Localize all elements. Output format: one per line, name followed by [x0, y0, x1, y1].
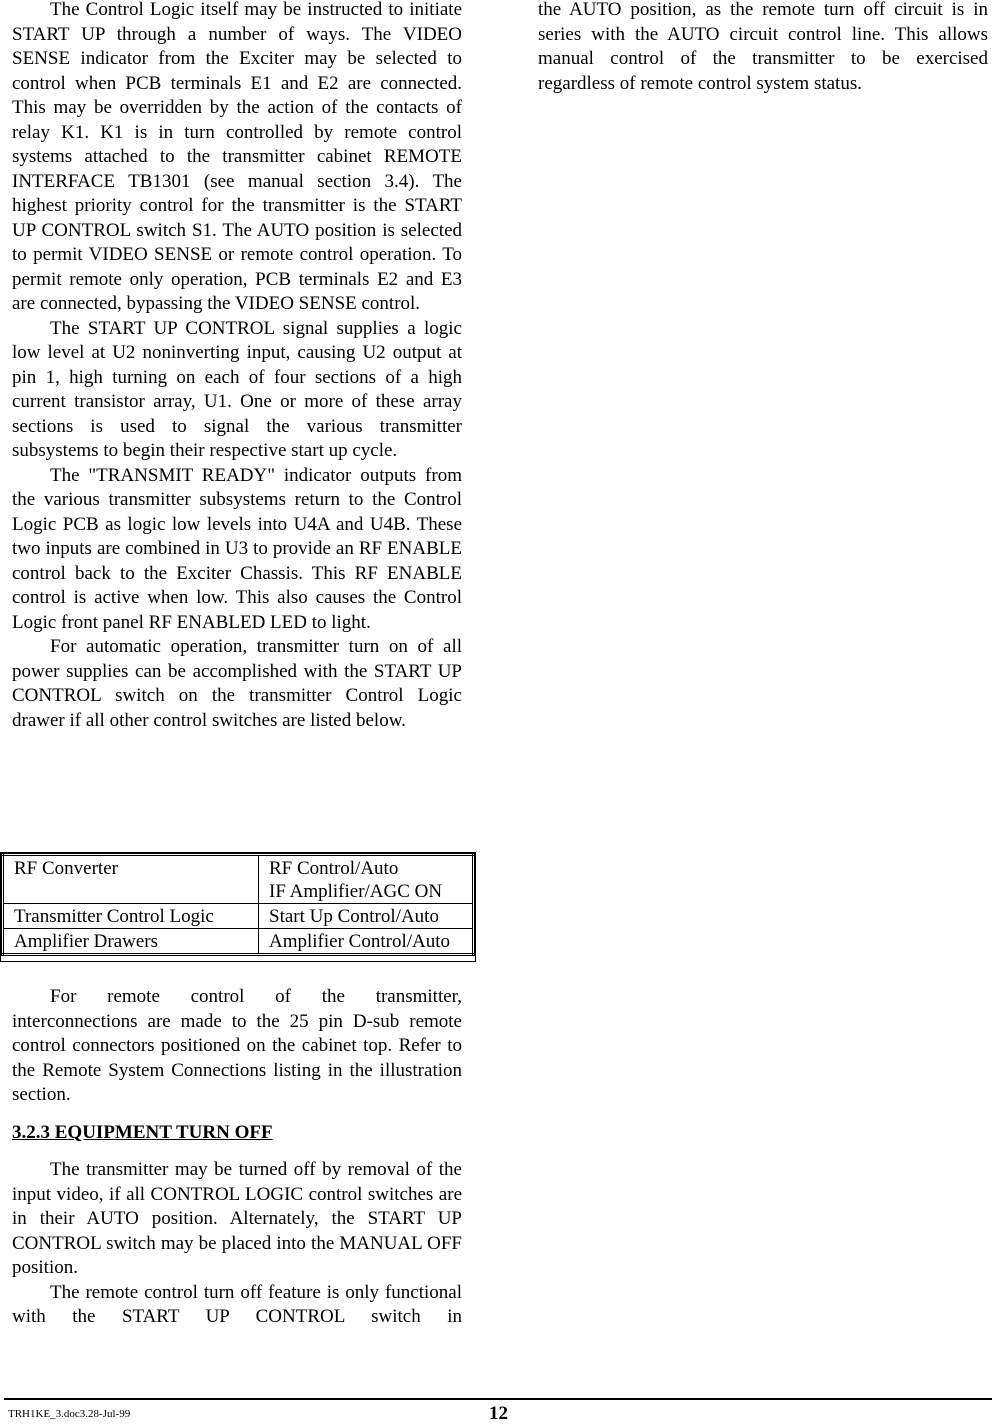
- paragraph-remote-turn-off: The remote control turn off feature is only functional with the START UP CONTROL switch in: [12, 1281, 462, 1327]
- table-cell-settings: [259, 855, 474, 904]
- table-cell-unit: Amplifier Drawers: [3, 929, 259, 955]
- paragraph-continued: the AUTO position, as the remote turn off circuit is in series with the AUTO circuit control line. This allows manual control of the transmitter to be exercised regardless of remote control system status.: [538, 0, 988, 94]
- paragraph-transmit-ready: The "TRANSMIT READY" indicator outputs from the various transmitter subsystems return to the Control Logic PCB as logic low levels into U4A and U4B. These two inputs are combined in U3 to provide an RF ENABLE control back to the Exciter Chassis. This RF ENABLE control is active when low. This also causes the Control Logic front panel RF ENABLED LED to light.: [12, 464, 462, 633]
- page-number: 12: [489, 1403, 508, 1424]
- footer-doc-id: TRH1KE_3.doc3.28-Jul-99: [8, 1408, 131, 1420]
- paragraph-control-logic: The Control Logic itself may be instructed to initiate START UP through a number of ways. The VIDEO SENSE indicator from the Exciter may be selected to control when PCB terminals E1 and E2 are connected. This may be overridden by the action of the contacts of relay K1. K1 is in turn controlled by remote control systems attached to the transmitter cabinet REMOTE INTERFACE TB1301 (see manual section 3.4). The highest priority control for the transmitter is the START UP CONTROL switch S1. The AUTO position is selected to permit VIDEO SENSE or remote control operation. To permit remote only operation, PCB terminals E2 and E3 are connected, bypassing the VIDEO SENSE control.: [12, 0, 462, 314]
- left-column-top: [12, 0, 462, 733]
- table-cell-settings: Amplifier Control/Auto: [259, 929, 474, 955]
- paragraph-automatic-operation: For automatic operation, transmitter turn on of all power supplies can be accomplished with the START UP CONTROL switch on the transmitter Control Logic drawer if all other control switches are listed below.: [12, 636, 462, 731]
- table-row: [3, 904, 474, 929]
- section-heading: 3.2.3 EQUIPMENT TURN OFF: [12, 1122, 273, 1143]
- table-cell-unit: RF Converter: [3, 855, 259, 904]
- paragraph-remote-control: For remote control of the transmitter, interconnections are made to the 25 pin D-sub remote control connectors positioned on the cabinet top. Refer to the Remote System Connections listing in the illustration section.: [12, 986, 462, 1105]
- paragraph-start-up-control: The START UP CONTROL signal supplies a logic low level at U2 noninverting input, causing U2 output at pin 1, high turning on each of four sections of a high current transistor array, U1. One or more of these array sections is used to signal the various transmitter subsystems to begin their respective start up cycle.: [12, 317, 462, 461]
- setting-text: IF Amplifier/AGC ON: [269, 881, 443, 902]
- setting-text: RF Control/Auto: [269, 858, 399, 879]
- right-column: [538, 0, 988, 96]
- settings-table: [1, 853, 475, 956]
- table-cell-settings: Start Up Control/Auto: [259, 904, 474, 929]
- footer-divider: [4, 1398, 992, 1400]
- paragraph-turn-off: The transmitter may be turned off by removal of the input video, if all CONTROL LOGIC control switches are in their AUTO position. Alternately, the START UP CONTROL switch may be placed into the MANUAL OFF position.: [12, 1159, 462, 1278]
- settings-table-frame: [0, 852, 476, 962]
- left-column-middle: [12, 985, 462, 1108]
- table-row: [3, 855, 474, 904]
- table-cell-unit: Transmitter Control Logic: [3, 904, 259, 929]
- left-column-bottom: [12, 1158, 462, 1330]
- table-row: [3, 929, 474, 955]
